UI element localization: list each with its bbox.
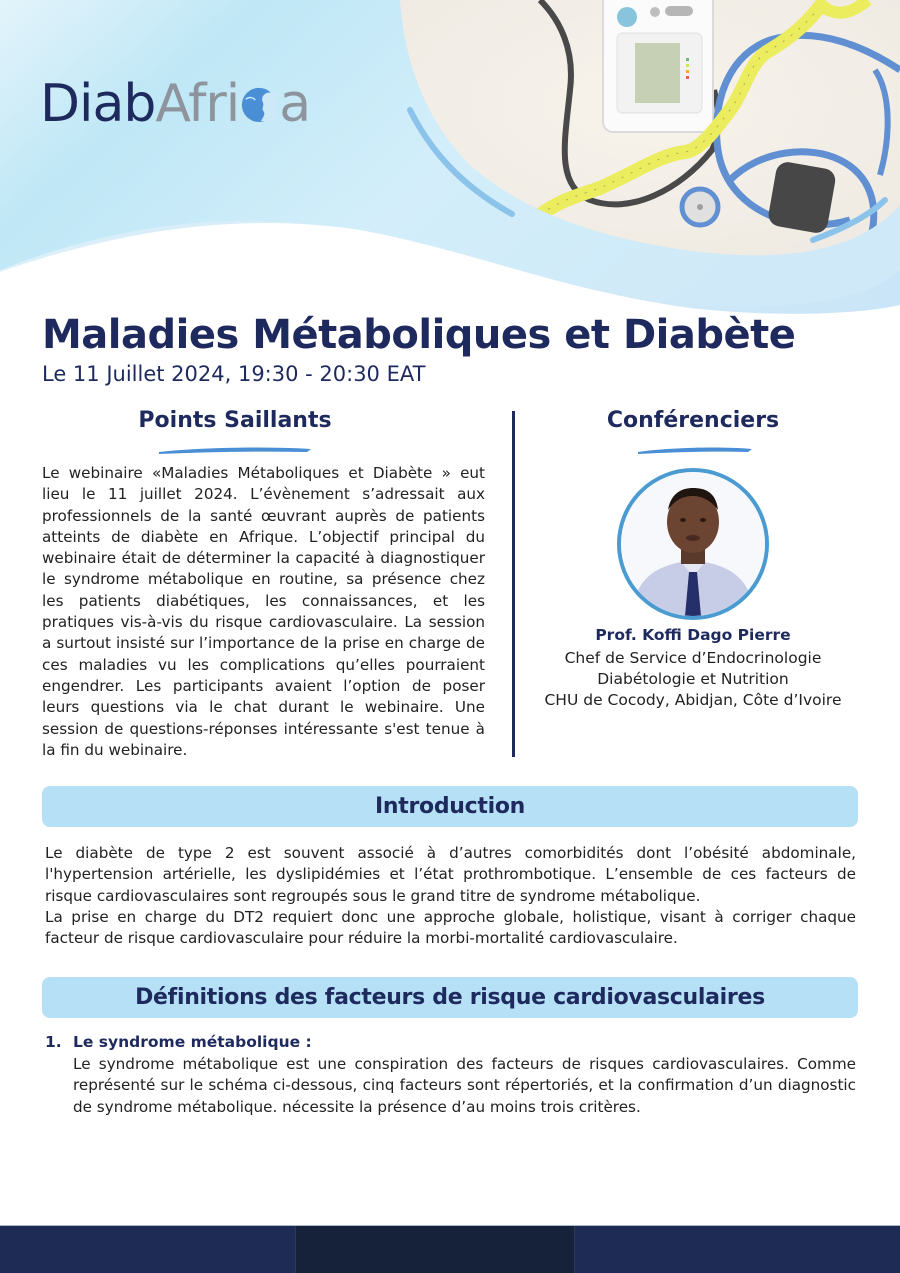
logo-text-a: a (279, 74, 311, 134)
speakers-heading: Conférenciers (606, 408, 780, 433)
column-divider (512, 411, 515, 757)
footer-bar (0, 1225, 900, 1273)
definitions-section-header (42, 977, 858, 1018)
header-banner (0, 0, 900, 320)
speaker-role: Chef de Service d’Endocrinologie (564, 649, 822, 667)
definition-item-title (45, 1033, 312, 1051)
speaker-department: Diabétologie et Nutrition (597, 670, 789, 688)
event-title: Maladies Métaboliques et Diabète (42, 312, 796, 358)
definitions-heading: Définitions des facteurs de risque cardiovasculaires (135, 985, 765, 1010)
globe-africa-icon (240, 80, 278, 118)
diabafrica-logo (40, 74, 311, 134)
definition-item-label: Le syndrome métabolique : (73, 1033, 312, 1051)
speaker-avatar (617, 468, 769, 620)
introduction-paragraph: Le diabète de type 2 est souvent associé à d’autres comorbidités dont l’obésité abdominale, l'hypertension artérielle, les dyslipidémies et l’état prothrombotique. L’ensemble de ces facteurs de risque cardiovasculaires sont regroupés sous le grand titre de syndrome métabolique. (45, 844, 856, 905)
introduction-section-header (42, 786, 858, 827)
header-background (0, 0, 900, 320)
highlights-heading: Points Saillants (138, 408, 332, 433)
introduction-heading: Introduction (374, 794, 525, 819)
speaker-institution: CHU de Cocody, Abidjan, Côte d’Ivoire (544, 691, 842, 709)
logo-text-diab: Diab (40, 74, 156, 134)
speakers-underline-brush (636, 445, 754, 455)
definition-item-number: 1. (45, 1033, 62, 1051)
speaker-portrait (621, 472, 765, 616)
introduction-body (45, 843, 856, 949)
footer-segment-right (575, 1226, 900, 1273)
event-date: Le 11 Juillet 2024, 19:30 - 20:30 EAT (42, 362, 426, 386)
footer-segment-center (295, 1226, 575, 1273)
footer-segment-left (0, 1226, 295, 1273)
definition-item-text: Le syndrome métabolique est une conspiration des facteurs de risques cardiovasculaires. Comme représenté sur le schéma ci-dessous, cinq facteurs sont répertoriés, et la confirmation d’un diagnostic de syndrome métabolique. nécessite la présence d’au moins trois critères. (73, 1055, 856, 1116)
speaker-name: Prof. Koffi Dago Pierre (595, 626, 791, 644)
highlights-underline-brush (157, 445, 313, 455)
introduction-paragraph: La prise en charge du DT2 requiert donc une approche globale, holistique, visant à corriger chaque facteur de risque cardiovasculaire pour réduire la morbi-mortalité cardiovasculaire. (45, 907, 856, 948)
logo-text-afri: Afri (155, 74, 240, 134)
highlights-text: Le webinaire «Maladies Métaboliques et Diabète » eut lieu le 11 juillet 2024. L’évènement s’adressait aux professionnels de la santé œuvrant auprès de patients atteints de diabète en Afrique. L’objectif principal du webinaire était de déterminer la capacité à diagnostiquer le syndrome métabolique en routine, sa présence chez les patients diabétiques, les connaissances, et les pratiques vis-à-vis du risque cardiovasculaire. La session a surtout insisté sur l’importance de la prise en charge de ces maladies vu les complications qu’elles pourraient engendrer. Les participants avaient l’option de poser leurs questions via le chat durant le webinaire. Une session de questions-réponses intéressante s'est tenue à la fin du webinaire. (42, 464, 485, 759)
